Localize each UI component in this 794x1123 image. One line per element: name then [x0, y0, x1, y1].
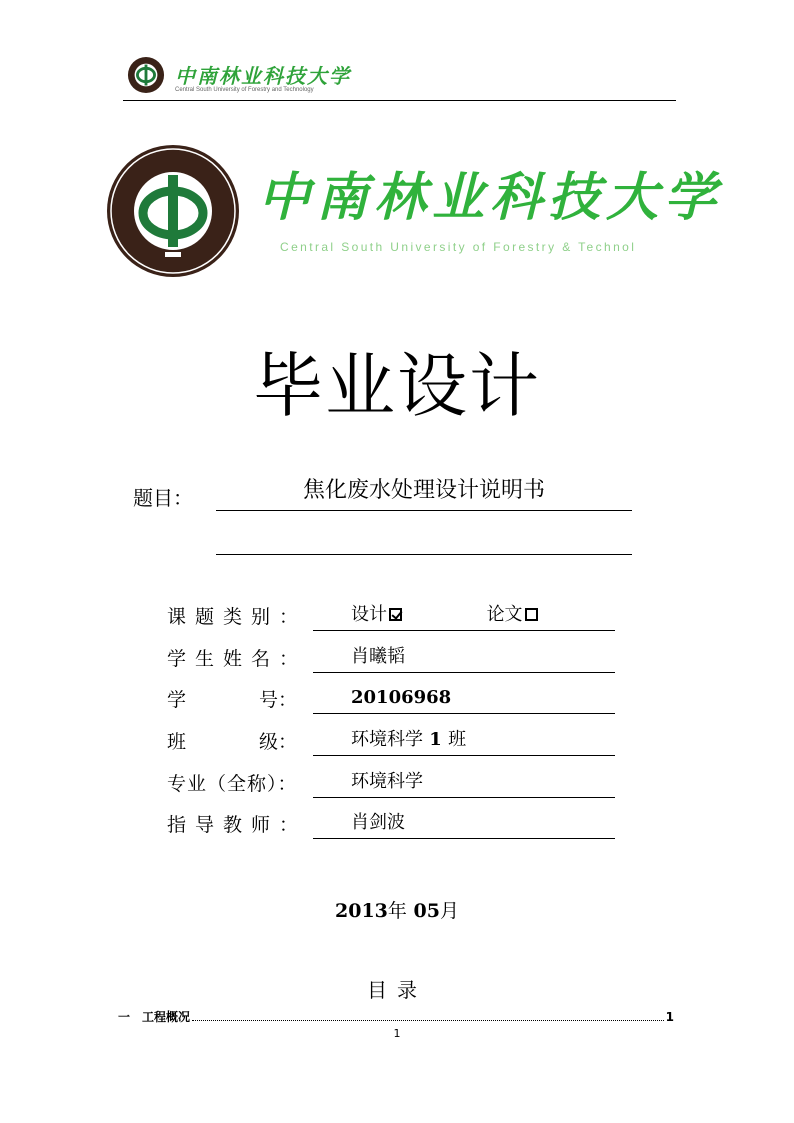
thesis-checkbox[interactable]: [525, 608, 538, 621]
student-id: 20106968: [351, 687, 452, 708]
student-id-label: [167, 685, 297, 712]
submission-date: [0, 896, 794, 923]
category-label: 课题类别：: [167, 606, 308, 628]
student-id-value: [313, 684, 615, 714]
major-value: [313, 768, 615, 798]
date-year-suffix: 年: [387, 900, 407, 922]
date-year: 2013: [335, 900, 388, 922]
toc-entry-number: 一: [118, 1010, 131, 1024]
class-label-b: 级：: [258, 731, 297, 753]
toc-entry[interactable]: [118, 1008, 674, 1025]
info-row-student-id: [167, 684, 615, 714]
university-seal-large-icon: [105, 143, 241, 279]
design-checkbox[interactable]: [389, 608, 402, 621]
info-row-class: [167, 726, 615, 756]
category-design-label: 设计: [351, 604, 387, 625]
date-month: 05: [413, 900, 440, 922]
date-month-suffix: 月: [439, 900, 459, 922]
class-label: [167, 727, 297, 754]
toc-leader-dots: [192, 1020, 664, 1021]
page-title: 毕业设计: [253, 345, 541, 427]
topic-value: 焦化废水处理设计说明书: [216, 472, 632, 511]
page-number: 1: [393, 1027, 401, 1040]
class-suffix: 班: [448, 729, 467, 750]
toc-entry-title: 工程概况: [142, 1010, 191, 1024]
class-value: [313, 726, 615, 756]
page-header: [123, 52, 676, 101]
category-value: [313, 601, 615, 631]
info-row-student: [167, 643, 615, 673]
class-name: 环境科学: [351, 729, 423, 750]
toc-title: 目录: [367, 978, 427, 1002]
info-row-major: [167, 768, 615, 798]
advisor-label: 指导教师：: [167, 814, 308, 836]
university-seal-icon: [127, 56, 165, 94]
header-wordmark: 中南林业科技大学: [175, 64, 351, 88]
class-label-a: 班: [167, 731, 187, 753]
advisor-name: 肖剑波: [351, 812, 405, 833]
student-name: 肖曦韬: [351, 646, 405, 667]
student-id-label-b: 号：: [258, 689, 297, 711]
topic-second-line: [216, 515, 632, 555]
major-label: 专业（全称）：: [167, 773, 298, 795]
logo-subtitle: Central South University of Forestry & Technol: [280, 240, 637, 254]
logo-wordmark: 中南林业科技大学: [258, 167, 723, 228]
advisor-value: [313, 809, 615, 839]
toc-entry-page: 1: [665, 1010, 674, 1024]
student-id-label-a: 学: [167, 689, 187, 711]
info-row-advisor: [167, 809, 615, 839]
class-number: 1: [429, 729, 442, 750]
topic-label: 题目：: [133, 486, 193, 510]
header-subtitle: Central South University of Forestry and Technology: [175, 87, 314, 93]
student-label: 学生姓名：: [167, 648, 308, 670]
student-value: [313, 643, 615, 673]
category-thesis-label: 论文: [486, 604, 523, 625]
major-name: 环境科学: [351, 771, 423, 792]
info-row-category: [167, 601, 615, 631]
